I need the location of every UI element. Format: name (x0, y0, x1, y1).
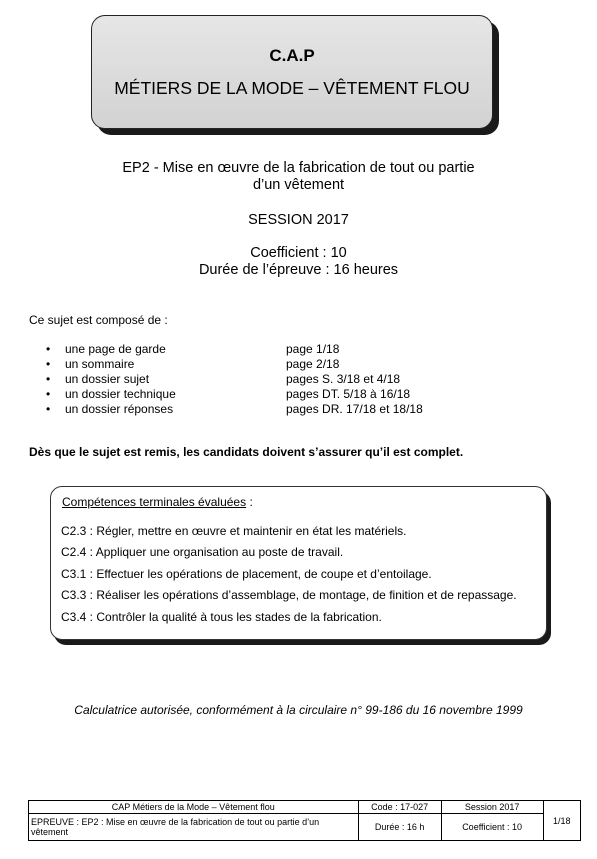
item-pages: pages DR. 17/18 et 18/18 (286, 402, 423, 416)
item-pages: pages DT. 5/18 à 16/18 (286, 387, 411, 401)
item-label: une page de garde (65, 342, 166, 356)
item-pages: pages S. 3/18 et 4/18 (286, 372, 401, 386)
completeness-warning: Dès que le sujet est remis, les candidats doivent s’assurer qu’il est complet. (29, 445, 464, 459)
item-label: un dossier technique (65, 387, 176, 401)
competences-heading (62, 495, 253, 509)
footer-epreuve: EPREUVE : EP2 : Mise en œuvre de la fabrication de tout ou partie d’un vêtement (29, 814, 359, 841)
competence-item: C2.3 : Régler, mettre en œuvre et maintenir en état les matériels. (61, 524, 407, 538)
footer-program: CAP Métiers de la Mode – Vêtement flou (29, 801, 359, 814)
bullet-icon: • (46, 387, 51, 401)
session-label: SESSION 2017 (248, 212, 349, 228)
competences-heading-text: Compétences terminales évaluées (62, 495, 247, 509)
bullet-icon: • (46, 402, 51, 416)
duration-label: Durée de l’épreuve : 16 heures (198, 262, 399, 278)
item-pages: page 1/18 (286, 342, 340, 356)
competences-box (50, 486, 547, 640)
footer-session: Session 2017 (441, 801, 543, 814)
footer-row (29, 814, 581, 841)
footer-page-number: 1/18 (543, 801, 580, 841)
item-label: un sommaire (65, 357, 135, 371)
competences-heading-colon: : (246, 495, 253, 509)
competence-item: C3.3 : Réaliser les opérations d’assemblage, de montage, de finition et de repassage. (61, 588, 517, 602)
title-box (91, 15, 493, 129)
item-label: un dossier réponses (65, 402, 174, 416)
footer-coefficient: Coefficient : 10 (441, 814, 543, 841)
calculator-note: Calculatrice autorisée, conformément à la circulaire n° 99-186 du 16 novembre 1999 (74, 703, 523, 717)
footer-row (29, 801, 581, 814)
competence-item: C3.4 : Contrôler la qualité à tous les stades de la fabrication. (61, 610, 382, 624)
competence-item: C2.4 : Appliquer une organisation au poste de travail. (61, 545, 344, 559)
bullet-icon: • (46, 357, 51, 371)
exam-subtitle: MÉTIERS DE LA MODE – VÊTEMENT FLOU (114, 78, 470, 98)
footer-code: Code : 17-027 (358, 801, 441, 814)
epreuve-line-1: EP2 - Mise en œuvre de la fabrication de tout ou partie (122, 160, 475, 176)
epreuve-line-2: d’un vêtement (252, 177, 345, 193)
item-label: un dossier sujet (65, 372, 150, 386)
footer-duree: Durée : 16 h (358, 814, 441, 841)
bullet-icon: • (46, 372, 51, 386)
item-pages: page 2/18 (286, 357, 340, 371)
coefficient-label: Coefficient : 10 (250, 245, 347, 261)
bullet-icon: • (46, 342, 51, 356)
contents-intro: Ce sujet est composé de : (29, 313, 168, 327)
footer-table (28, 800, 581, 841)
competence-item: C3.1 : Effectuer les opérations de placement, de coupe et d’entoilage. (61, 567, 432, 581)
exam-title: C.A.P (269, 46, 315, 65)
